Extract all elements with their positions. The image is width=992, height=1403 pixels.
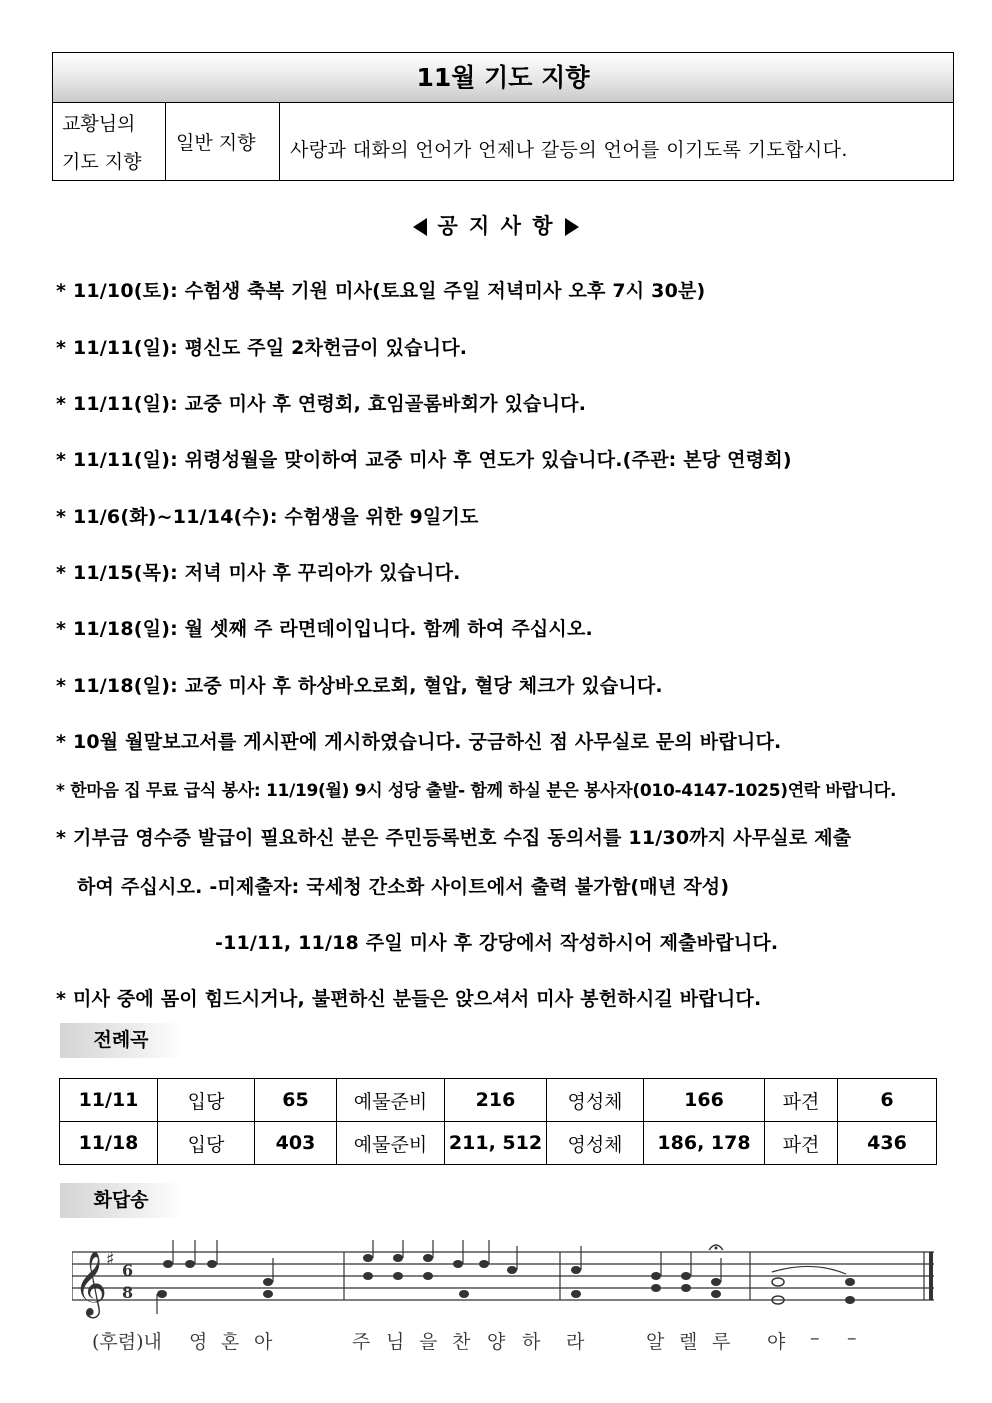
- hymn-part-label: 입당: [158, 1079, 255, 1122]
- prayer-category: 일반 지향: [176, 132, 256, 154]
- lyric-syllable: (후렴)내: [92, 1331, 162, 1353]
- hymn-number: 65: [255, 1079, 337, 1122]
- hymn-date: 11/18: [60, 1122, 158, 1165]
- hymn-number: 186, 178: [644, 1122, 765, 1165]
- hymn-number: 436: [838, 1122, 937, 1165]
- hymn-number: 216: [445, 1079, 547, 1122]
- notice-item: * 11/15(목): 저녁 미사 후 꾸리아가 있습니다.: [56, 562, 461, 584]
- notice-item-continued: 하여 주십시오. -미제출자: 국세청 간소화 사이트에서 출력 불가함(매년 작성): [77, 876, 730, 898]
- psalm-label: 화답송: [60, 1183, 182, 1218]
- notice-item: * 11/11(일): 교중 미사 후 연령회, 효임골롬바회가 있습니다.: [56, 393, 587, 415]
- lyric-syllable: –: [847, 1327, 857, 1349]
- hymn-part-label: 파견: [765, 1122, 838, 1165]
- prayer-label-line1: 교황님의: [62, 113, 136, 135]
- notice-item: * 11/10(토): 수험생 축복 기원 미사(토요일 주일 저녁미사 오후 7시 30분): [56, 280, 706, 302]
- lyric-syllable: 양: [487, 1331, 506, 1353]
- notice-item: * 11/6(화)~11/14(수): 수험생을 위한 9일기도: [56, 506, 479, 528]
- hymn-number: 211, 512: [445, 1122, 547, 1165]
- notices-heading: [0, 210, 992, 240]
- notice-item: * 11/11(일): 위령성월을 맞이하여 교중 미사 후 연도가 있습니다.(주관: 본당 연령회): [56, 449, 792, 471]
- notice-item: * 10월 월말보고서를 게시판에 게시하였습니다. 궁금하신 점 사무실로 문의 바랍니다.: [56, 731, 782, 753]
- svg-text:8: 8: [122, 1283, 134, 1302]
- triangle-left-icon: [413, 218, 427, 236]
- hymn-part-label: 예물준비: [337, 1079, 445, 1122]
- lyric-syllable: 아: [254, 1331, 273, 1353]
- svg-text:♯: ♯: [106, 1249, 115, 1270]
- lyric-syllable: 찬: [452, 1331, 471, 1353]
- hymn-number: 166: [644, 1079, 765, 1122]
- notice-item: * 기부금 영수증 발급이 필요하신 분은 주민등록번호 수집 동의서를 11/30까지 사무실로 제출: [56, 827, 852, 849]
- notice-item: * 11/11(일): 평신도 주일 2차헌금이 있습니다.: [56, 337, 468, 359]
- lyric-syllable: 하: [522, 1331, 541, 1353]
- prayer-category-cell: [166, 103, 280, 180]
- hymn-part-label: 영성체: [547, 1079, 644, 1122]
- hymn-number: 403: [255, 1122, 337, 1165]
- notice-item: * 한마음 집 무료 급식 봉사: 11/19(월) 9시 성당 출발- 함께 하실 분은 봉사자(010-4147-1025)연락 바랍니다.: [56, 781, 897, 801]
- hymn-part-label: 입당: [158, 1122, 255, 1165]
- lyric-syllable: 혼: [221, 1331, 240, 1353]
- notices-heading-text: 공 지 사 항: [437, 214, 555, 238]
- prayer-intention-table: [52, 52, 954, 181]
- lyric-syllable: 영: [189, 1331, 208, 1353]
- triangle-right-icon: [565, 218, 579, 236]
- music-staff-score: [72, 1240, 938, 1320]
- hymns-label: 전례곡: [60, 1023, 182, 1058]
- notice-item: * 11/18(일): 월 셋째 주 라면데이입니다. 함께 하여 주십시오.: [56, 618, 593, 640]
- lyric-syllable: 을: [419, 1331, 438, 1353]
- lyric-syllable: 알: [646, 1331, 665, 1353]
- lyric-syllable: 렐: [679, 1331, 698, 1353]
- hymn-part-label: 파견: [765, 1079, 838, 1122]
- lyric-syllable: –: [810, 1327, 820, 1349]
- lyric-syllable: 라: [566, 1331, 585, 1353]
- prayer-label-line2: 기도 지향: [62, 151, 142, 173]
- hymn-part-label: 예물준비: [337, 1122, 445, 1165]
- svg-text:6: 6: [122, 1261, 134, 1280]
- notice-item: * 11/18(일): 교중 미사 후 하상바오로회, 혈압, 혈당 체크가 있습니다.: [56, 675, 663, 697]
- prayer-title: 11월 기도 지향: [53, 53, 953, 103]
- lyric-syllable: 야: [767, 1331, 786, 1353]
- notice-item: * 미사 중에 몸이 힘드시거나, 불편하신 분들은 앉으셔서 미사 봉헌하시길 바랍니다.: [56, 988, 762, 1010]
- table-row: [60, 1079, 937, 1122]
- notice-item-continued: -11/11, 11/18 주일 미사 후 강당에서 작성하시어 제출바랍니다.: [215, 932, 779, 954]
- prayer-text-cell: [280, 103, 953, 180]
- hymn-part-label: 영성체: [547, 1122, 644, 1165]
- prayer-label-cell: [53, 103, 166, 180]
- hymn-date: 11/11: [60, 1079, 158, 1122]
- lyric-syllable: 주: [352, 1331, 371, 1353]
- svg-text:𝄞: 𝄞: [74, 1251, 108, 1316]
- lyric-syllable: 님: [386, 1331, 405, 1353]
- prayer-text: 사랑과 대화의 언어가 언제나 갈등의 언어를 이기도록 기도합시다.: [290, 139, 848, 161]
- hymns-table: [59, 1078, 937, 1165]
- table-row: [60, 1122, 937, 1165]
- lyric-syllable: 루: [712, 1331, 731, 1353]
- hymn-number: 6: [838, 1079, 937, 1122]
